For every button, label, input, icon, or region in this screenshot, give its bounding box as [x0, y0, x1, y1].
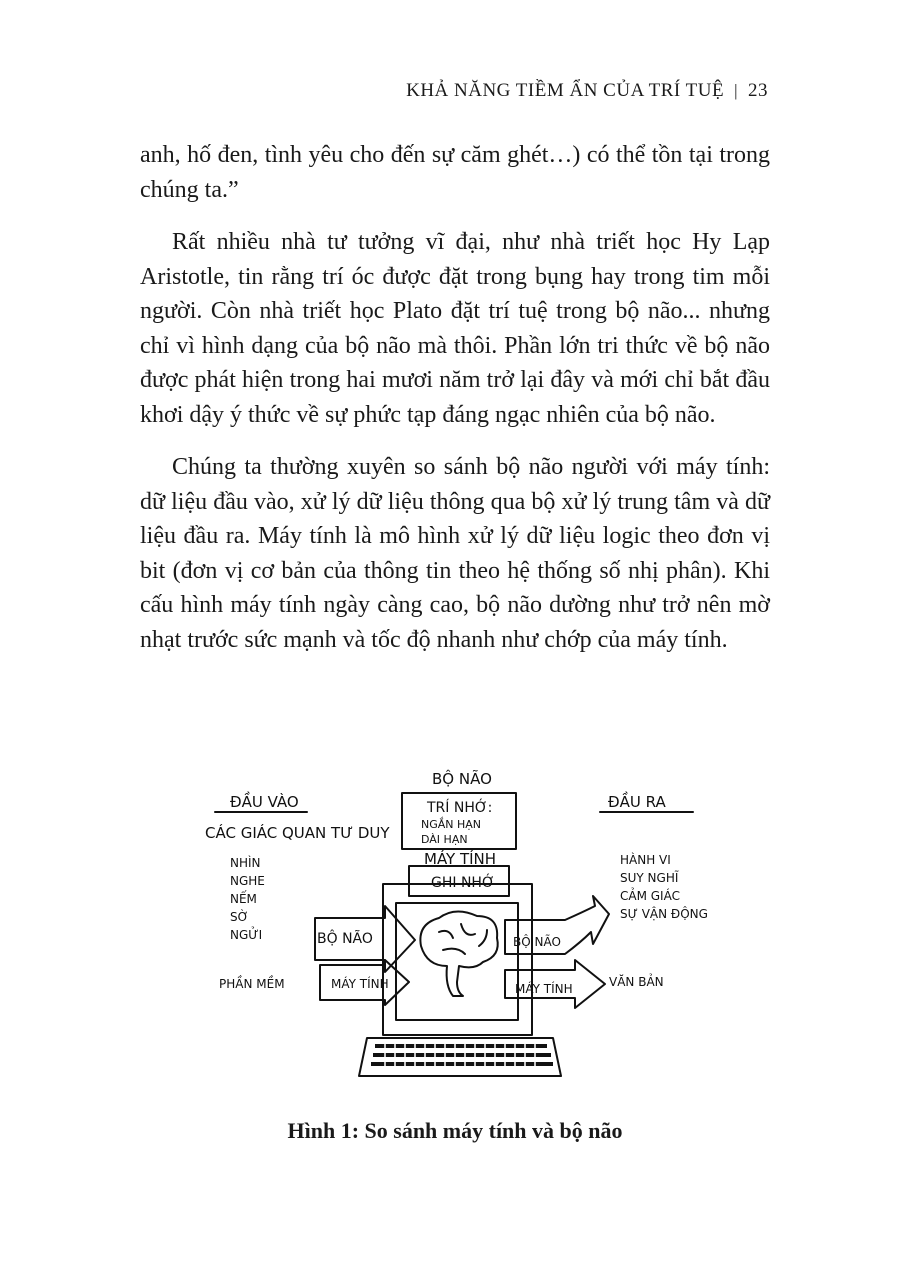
input-subheading: CÁC GIÁC QUAN TƯ DUY	[205, 824, 390, 842]
computer-memory-label: GHI NHỚ	[431, 875, 495, 891]
brain-outline	[420, 911, 497, 996]
page-number: 23	[748, 80, 768, 101]
memory-short: NGẮN HẠN	[421, 818, 482, 831]
brain-folds	[439, 924, 487, 954]
memory-long: DÀI HẠN	[421, 833, 468, 846]
input-heading: ĐẦU VÀO	[230, 793, 299, 811]
memory-title: TRÍ NHỚ:	[427, 800, 493, 816]
figure-computer-vs-brain	[195, 760, 725, 1090]
header-separator: |	[734, 81, 738, 100]
monitor-screen	[396, 903, 518, 1020]
output-heading: ĐẦU RA	[608, 793, 666, 811]
output-thinking: SUY NGHĨ	[620, 871, 679, 885]
sense-touch: SỜ	[230, 910, 249, 924]
chapter-title: KHẢ NĂNG TIỀM ẨN CỦA TRÍ TUỆ	[406, 80, 725, 101]
software-label: PHẦN MỀM	[219, 977, 285, 991]
output-feeling: CẢM GIÁC	[620, 889, 680, 903]
figure-diagram	[195, 760, 725, 1090]
text-output-label: VĂN BẢN	[609, 975, 664, 989]
output-movement: SỰ VẬN ĐỘNG	[620, 907, 708, 921]
figure-caption: Hình 1: So sánh máy tính và bộ não	[287, 1118, 623, 1143]
input-arrow-computer-label: MÁY TÍNH	[331, 977, 389, 991]
monitor-outer	[383, 884, 532, 1035]
sense-see: NHÌN	[230, 856, 261, 870]
sense-smell: NGỬI	[230, 928, 263, 942]
body-text	[140, 138, 770, 675]
paragraph-1: anh, hố đen, tình yêu cho đến sự căm ghét…) có thể tồn tại trong chúng ta.”	[140, 142, 770, 203]
sense-taste: NẾM	[230, 892, 257, 906]
paragraph-3: Chúng ta thường xuyên so sánh bộ não người với máy tính: dữ liệu đầu vào, xử lý dữ liệu thông qua bộ xử lý trung tâm và dữ liệu đầu ra. Máy tính là mô hình xử lý dữ liệu logic theo đơn vị bit (đơn vị cơ bản của thông tin theo hệ thống số nhị phân). Khi cấu hình máy tính ngày càng cao, bộ não dường như trở nên mờ nhạt trước sức mạnh và tốc độ nhanh như chớp của máy tính.	[140, 454, 770, 653]
input-arrow-brain-label: BỘ NÃO	[317, 931, 373, 947]
brain-heading: BỘ NÃO	[432, 770, 492, 788]
sense-hear: NGHE	[230, 874, 265, 888]
output-arrow-brain-label: BỘ NÃO	[513, 935, 561, 949]
keyboard-row-1	[375, 1044, 547, 1048]
computer-heading: MÁY TÍNH	[424, 850, 497, 868]
output-arrow-computer-label: MÁY TÍNH	[515, 982, 573, 996]
running-header	[406, 80, 768, 102]
output-behavior: HÀNH VI	[620, 853, 671, 867]
paragraph-2: Rất nhiều nhà tư tưởng vĩ đại, như nhà triết học Hy Lạp Aristotle, tin rằng trí óc được đặt trong bụng hay trong tim mỗi người. Còn nhà triết học Plato đặt trí tuệ trong bộ não... nhưng chỉ vì hình dạng của bộ não mà thôi. Phần lớn tri thức về bộ não được phát hiện trong hai mươi năm trở lại đây và mới chỉ bắt đầu khơi dậy ý thức về sự phức tạp đáng ngạc nhiên của bộ não.	[140, 229, 770, 428]
